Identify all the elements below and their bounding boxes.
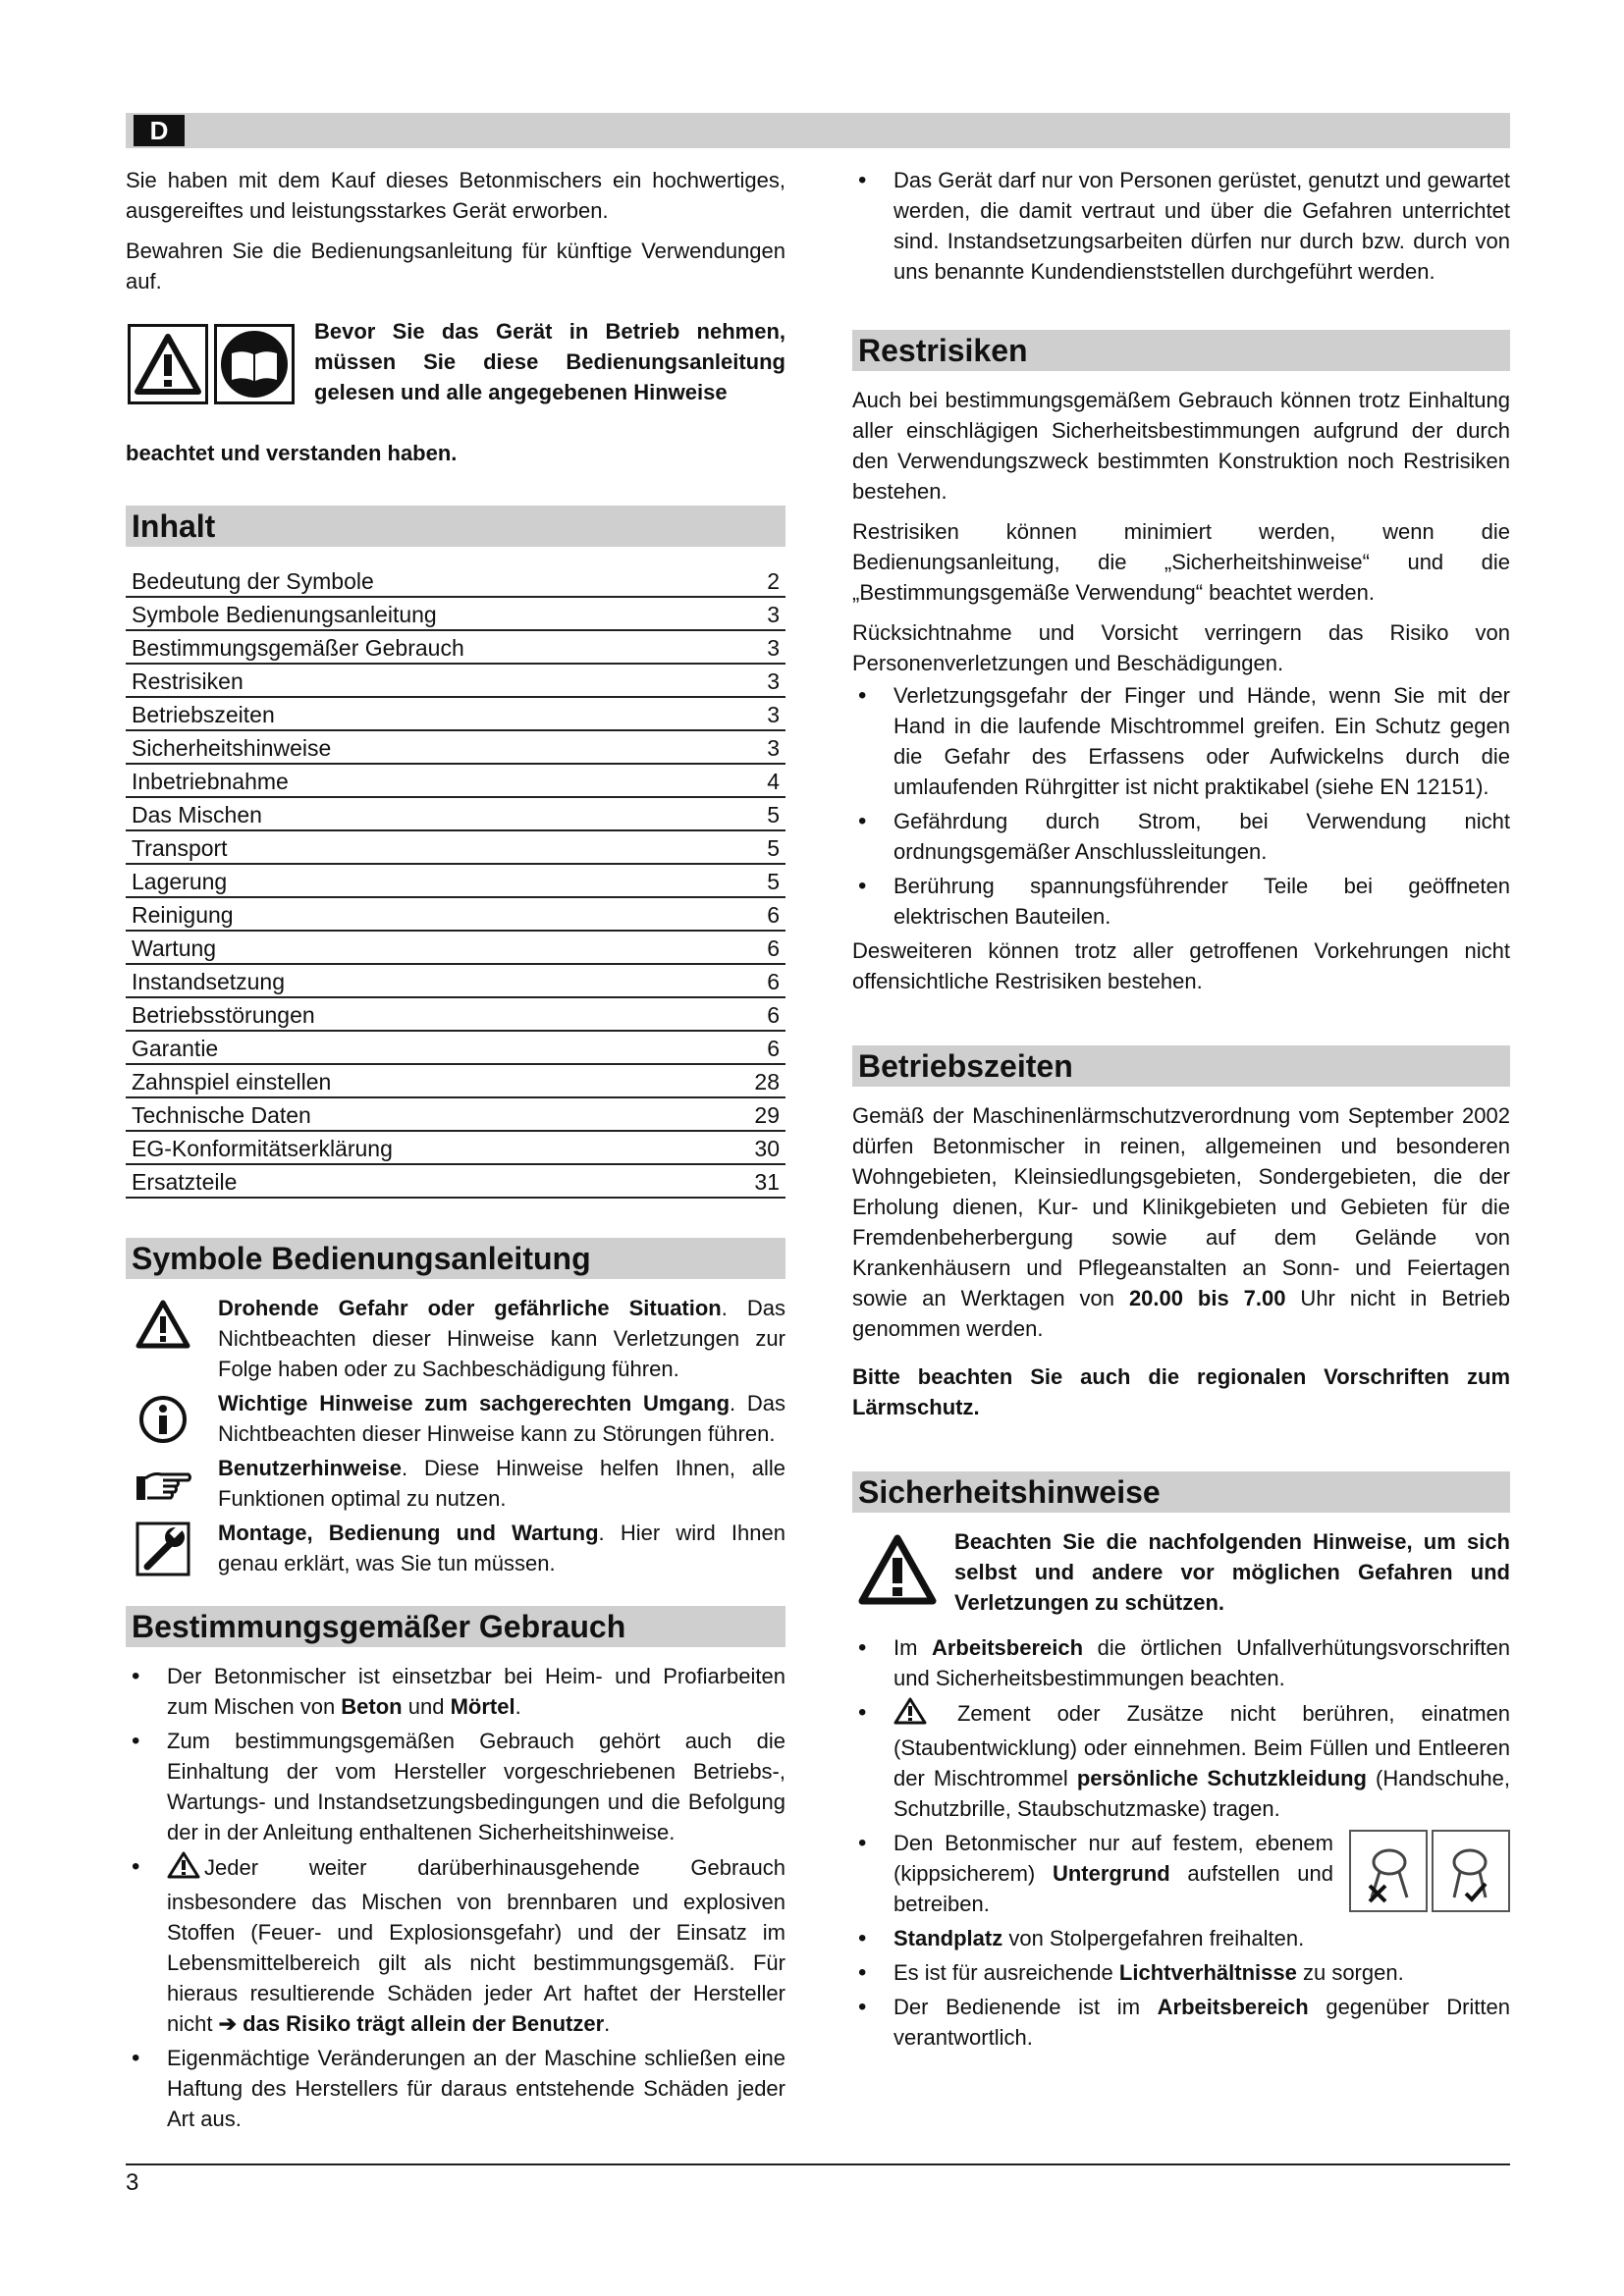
toc-row: [126, 631, 785, 665]
toc-label: Sicherheitshinweise: [132, 735, 332, 761]
toc-row: [126, 598, 785, 631]
usage-section-title: Bestimmungsgemäßer Gebrauch: [126, 1606, 785, 1647]
toc-row: [126, 898, 785, 932]
toc-row: [126, 932, 785, 965]
toc-row: [126, 998, 785, 1032]
residual-paragraph: Desweiteren können trotz aller getroffenen Vorkehrungen nicht offensichtliche Restrisiken bestehen.: [852, 938, 1510, 993]
warning-triangle-icon: [128, 324, 208, 404]
right-column: [852, 165, 1510, 2056]
toc-page: 3: [767, 702, 780, 727]
list-item: • Verletzungsgefahr der Finger und Hände, wenn Sie mit der Hand in die laufende Mischtrommel greifen. Ein Schutz gegen die Gefahr des Erfassens oder Aufwickelns durch die umlaufenden Rührgitter ist nicht praktikabel (siehe EN 12151).: [852, 680, 1510, 802]
toc-row: [126, 798, 785, 831]
warning-triangle-icon: [856, 1528, 939, 1611]
hours-paragraph: Bitte beachten Sie auch die regionalen Vorschriften zum Lärmschutz.: [852, 1364, 1510, 1419]
read-manual-warning: [126, 316, 785, 438]
toc-row: [126, 1132, 785, 1165]
toc-label: Zahnspiel einstellen: [132, 1069, 332, 1095]
symbol-item: [126, 1453, 785, 1514]
toc-label: Ersatzteile: [132, 1169, 238, 1195]
toc-page: 6: [767, 902, 780, 928]
toc-page: 6: [767, 969, 780, 994]
mixer-placement-illustration: [1349, 1830, 1510, 1912]
mixer-wrong-icon: [1349, 1830, 1428, 1912]
symbol-item-title: Montage, Bedienung und Wartung: [218, 1521, 599, 1545]
warning-text-tail: beachtet und verstanden haben.: [126, 441, 458, 465]
toc-row: [126, 1032, 785, 1065]
warning-triangle-icon: [167, 1851, 200, 1887]
safety-list: [852, 1632, 1510, 2053]
toc-row: [126, 865, 785, 898]
toc-page: 5: [767, 802, 780, 828]
intro-paragraph: Bewahren Sie die Bedienungsanleitung für künftige Verwendungen auf.: [126, 239, 785, 294]
language-badge: D: [134, 115, 185, 146]
footer-rule: [126, 2163, 1510, 2165]
left-column: [126, 165, 785, 2138]
list-item: • Im Arbeitsbereich die örtlichen Unfallverhütungsvorschriften und Sicherheitsbestimmungen beachten.: [852, 1632, 1510, 1693]
toc-label: Lagerung: [132, 869, 228, 894]
toc-label: Bedeutung der Symbole: [132, 568, 374, 594]
mixer-correct-icon: [1432, 1830, 1510, 1912]
symbol-item-text: . Das Nichtbeachten dieser Hinweise kann zu Störungen führen.: [218, 1391, 785, 1446]
toc-page: 31: [754, 1169, 780, 1195]
toc-row: [126, 698, 785, 731]
list-item: • Das Gerät darf nur von Personen gerüstet, genutzt und gewartet werden, die damit vertraut und über die Gefahren unterrichtet sind. Instandsetzungsarbeiten dürfen nur durch bzw. durch von uns benannte Kundendienststellen durchgeführt werden.: [852, 165, 1510, 287]
list-item: • Zement oder Zusätze nicht berühren, einatmen (Staubentwicklung) oder einnehmen. Beim Füllen und Entleeren der Mischtrommel persönliche Schutzkleidung (Handschuhe, Schutzbrille, Staubschutzmaske) tragen.: [852, 1697, 1510, 1824]
symbol-item-title: Drohende Gefahr oder gefährliche Situation: [218, 1296, 722, 1320]
toc-page: 5: [767, 869, 780, 894]
list-item: • Gefährdung durch Strom, bei Verwendung nicht ordnungsgemäßer Anschlussleitungen.: [852, 806, 1510, 867]
info-circle-icon: [134, 1390, 192, 1449]
toc-page: 6: [767, 1002, 780, 1028]
toc-row: [126, 731, 785, 765]
residual-paragraph: Restrisiken können minimiert werden, wenn die Bedienungsanleitung, die „Sicherheitshinweise“ und die „Bestimmungsgemäße Verwendung“ beachtet werden.: [852, 519, 1510, 605]
toc-label: Garantie: [132, 1036, 219, 1061]
residual-list: [852, 680, 1510, 932]
toc-label: Wartung: [132, 935, 217, 961]
toc-label: Bestimmungsgemäßer Gebrauch: [132, 635, 464, 661]
safety-intro: Beachten Sie die nachfolgenden Hinweise, um sich selbst und andere vor möglichen Gefahren und Verletzungen zu schützen.: [852, 1526, 1510, 1621]
toc-label: Technische Daten: [132, 1102, 311, 1128]
operator-list: [852, 165, 1510, 287]
toc-label: Restrisiken: [132, 668, 244, 694]
list-item: • Berührung spannungsführender Teile bei geöffneten elektrischen Bauteilen.: [852, 871, 1510, 932]
toc-row: [126, 1165, 785, 1199]
symbol-item-title: Benutzerhinweise: [218, 1456, 403, 1480]
toc-row: [126, 1098, 785, 1132]
list-item: • Eigenmächtige Veränderungen an der Maschine schließen eine Haftung des Herstellers für daraus entstehende Schäden jeder Art aus.: [126, 2043, 785, 2134]
page-number: 3: [126, 2169, 139, 2196]
toc-page: 2: [767, 568, 780, 594]
toc-page: 3: [767, 602, 780, 627]
toc-label: Betriebszeiten: [132, 702, 275, 727]
toc-label: Das Mischen: [132, 802, 262, 828]
operating-hours-title: Betriebszeiten: [852, 1045, 1510, 1087]
toc-row: [126, 1065, 785, 1098]
safety-section-title: Sicherheitshinweise: [852, 1471, 1510, 1513]
header-bar: [126, 113, 1510, 148]
toc-row: [126, 665, 785, 698]
warning-text: Bevor Sie das Gerät in Betrieb nehmen, müssen Sie diese Bedienungsanleitung gelesen und alle angegebenen Hinweise: [314, 319, 785, 404]
toc-row: [126, 965, 785, 998]
symbol-item-text: . Das Nichtbeachten dieser Hinweise kann Verletzungen zur Folge haben oder zu Sachbeschädigung führen.: [218, 1296, 785, 1381]
toc-title: Inhalt: [126, 506, 785, 547]
symbol-item-text: . Hier wird Ihnen genau erklärt, was Sie tun müssen.: [218, 1521, 785, 1575]
symbol-item-title: Wichtige Hinweise zum sachgerechten Umgang: [218, 1391, 731, 1415]
list-item: • Der Betonmischer ist einsetzbar bei Heim- und Profiarbeiten zum Mischen von Beton und Mörtel.: [126, 1661, 785, 1722]
toc-page: 6: [767, 1036, 780, 1061]
warning-icons: [128, 324, 295, 404]
intro-paragraph: Sie haben mit dem Kauf dieses Betonmischers ein hochwertiges, ausgereiftes und leistungsstarkes Gerät erworben.: [126, 168, 785, 223]
residual-paragraph: Rücksichtnahme und Vorsicht verringern das Risiko von Personenverletzungen und Beschädigungen.: [852, 620, 1510, 675]
list-item: • Den Betonmischer nur auf festem, ebenem (kippsicherem) Untergrund aufstellen und betreiben.: [852, 1828, 1510, 1919]
symbol-item: [126, 1518, 785, 1578]
table-of-contents: [126, 564, 785, 1199]
usage-list: [126, 1661, 785, 2134]
toc-row: [126, 564, 785, 598]
hours-paragraph: Gemäß der Maschinenlärmschutzverordnung vom September 2002 dürfen Betonmischer in reinen, allgemeinen und besonderen Wohngebieten, Kleinsiedlungsgebieten, Sondergebieten, die der Erholung dienen, Kur- und Klinikgebieten und Gebieten für die Fremdenbeherbergung sowie auf dem Gelände von Krankenhäusern und Pflegeanstalten an Sonn- und Feiertagen sowie an Werktagen von 20.00 bis 7.00 Uhr nicht in Betrieb genommen werden.: [852, 1103, 1510, 1341]
residual-paragraph: Auch bei bestimmungsgemäßem Gebrauch können trotz Einhaltung aller einschlägigen Sicherheitsbestimmungen aufgrund der durch den Verwendungszweck bestimmten Konstruktion noch Restrisiken bestehen.: [852, 388, 1510, 504]
list-item: • Der Bedienende ist im Arbeitsbereich gegenüber Dritten verantwortlich.: [852, 1992, 1510, 2053]
toc-page: 3: [767, 635, 780, 661]
toc-label: Transport: [132, 835, 228, 861]
residual-risks-title: Restrisiken: [852, 330, 1510, 371]
toc-page: 29: [754, 1102, 780, 1128]
list-item: • Es ist für ausreichende Lichtverhältnisse zu sorgen.: [852, 1957, 1510, 1988]
toc-row: [126, 765, 785, 798]
arrow-icon: ➔: [218, 2011, 238, 2036]
toc-label: Reinigung: [132, 902, 234, 928]
toc-page: 3: [767, 668, 780, 694]
toc-page: 4: [767, 769, 780, 794]
read-manual-icon: [214, 324, 295, 404]
toc-page: 3: [767, 735, 780, 761]
toc-page: 30: [754, 1136, 780, 1161]
toc-label: Inbetriebnahme: [132, 769, 289, 794]
toc-page: 28: [754, 1069, 780, 1095]
toc-page: 5: [767, 835, 780, 861]
toc-row: [126, 831, 785, 865]
list-item: • Jeder weiter darüberhinausgehende Gebrauch insbesondere das Mischen von brennbaren und explosiven Stoffen (Feuer- und Explosionsgefahr) und der Einsatz im Lebensmittelbereich gilt als nicht bestimmungsgemäß. Für hieraus resultierende Schäden jeder Art haftet der Hersteller nicht ➔ das Risiko trägt allein der Benutzer.: [126, 1851, 785, 2039]
toc-page: 6: [767, 935, 780, 961]
warning-triangle-icon: [134, 1295, 192, 1354]
toc-label: Betriebsstörungen: [132, 1002, 315, 1028]
toc-label: EG-Konformitätserklärung: [132, 1136, 393, 1161]
wrench-icon: [134, 1520, 192, 1578]
list-item: • Standplatz von Stolpergefahren freihalten.: [852, 1923, 1510, 1953]
symbol-item: [126, 1293, 785, 1384]
symbols-section-title: Symbole Bedienungsanleitung: [126, 1238, 785, 1279]
warning-triangle-icon: [893, 1697, 927, 1733]
symbol-item: [126, 1388, 785, 1449]
list-item: • Zum bestimmungsgemäßen Gebrauch gehört auch die Einhaltung der vom Hersteller vorgeschriebenen Betriebs-, Wartungs- und Instandsetzungsbedingungen und die Befolgung der in der Anleitung enthaltenen Sicherheitshinweise.: [126, 1726, 785, 1847]
pointing-hand-icon: [134, 1455, 192, 1514]
symbol-item-text: . Diese Hinweise helfen Ihnen, alle Funktionen optimal zu nutzen.: [218, 1456, 785, 1511]
toc-label: Symbole Bedienungsanleitung: [132, 602, 437, 627]
toc-label: Instandsetzung: [132, 969, 286, 994]
